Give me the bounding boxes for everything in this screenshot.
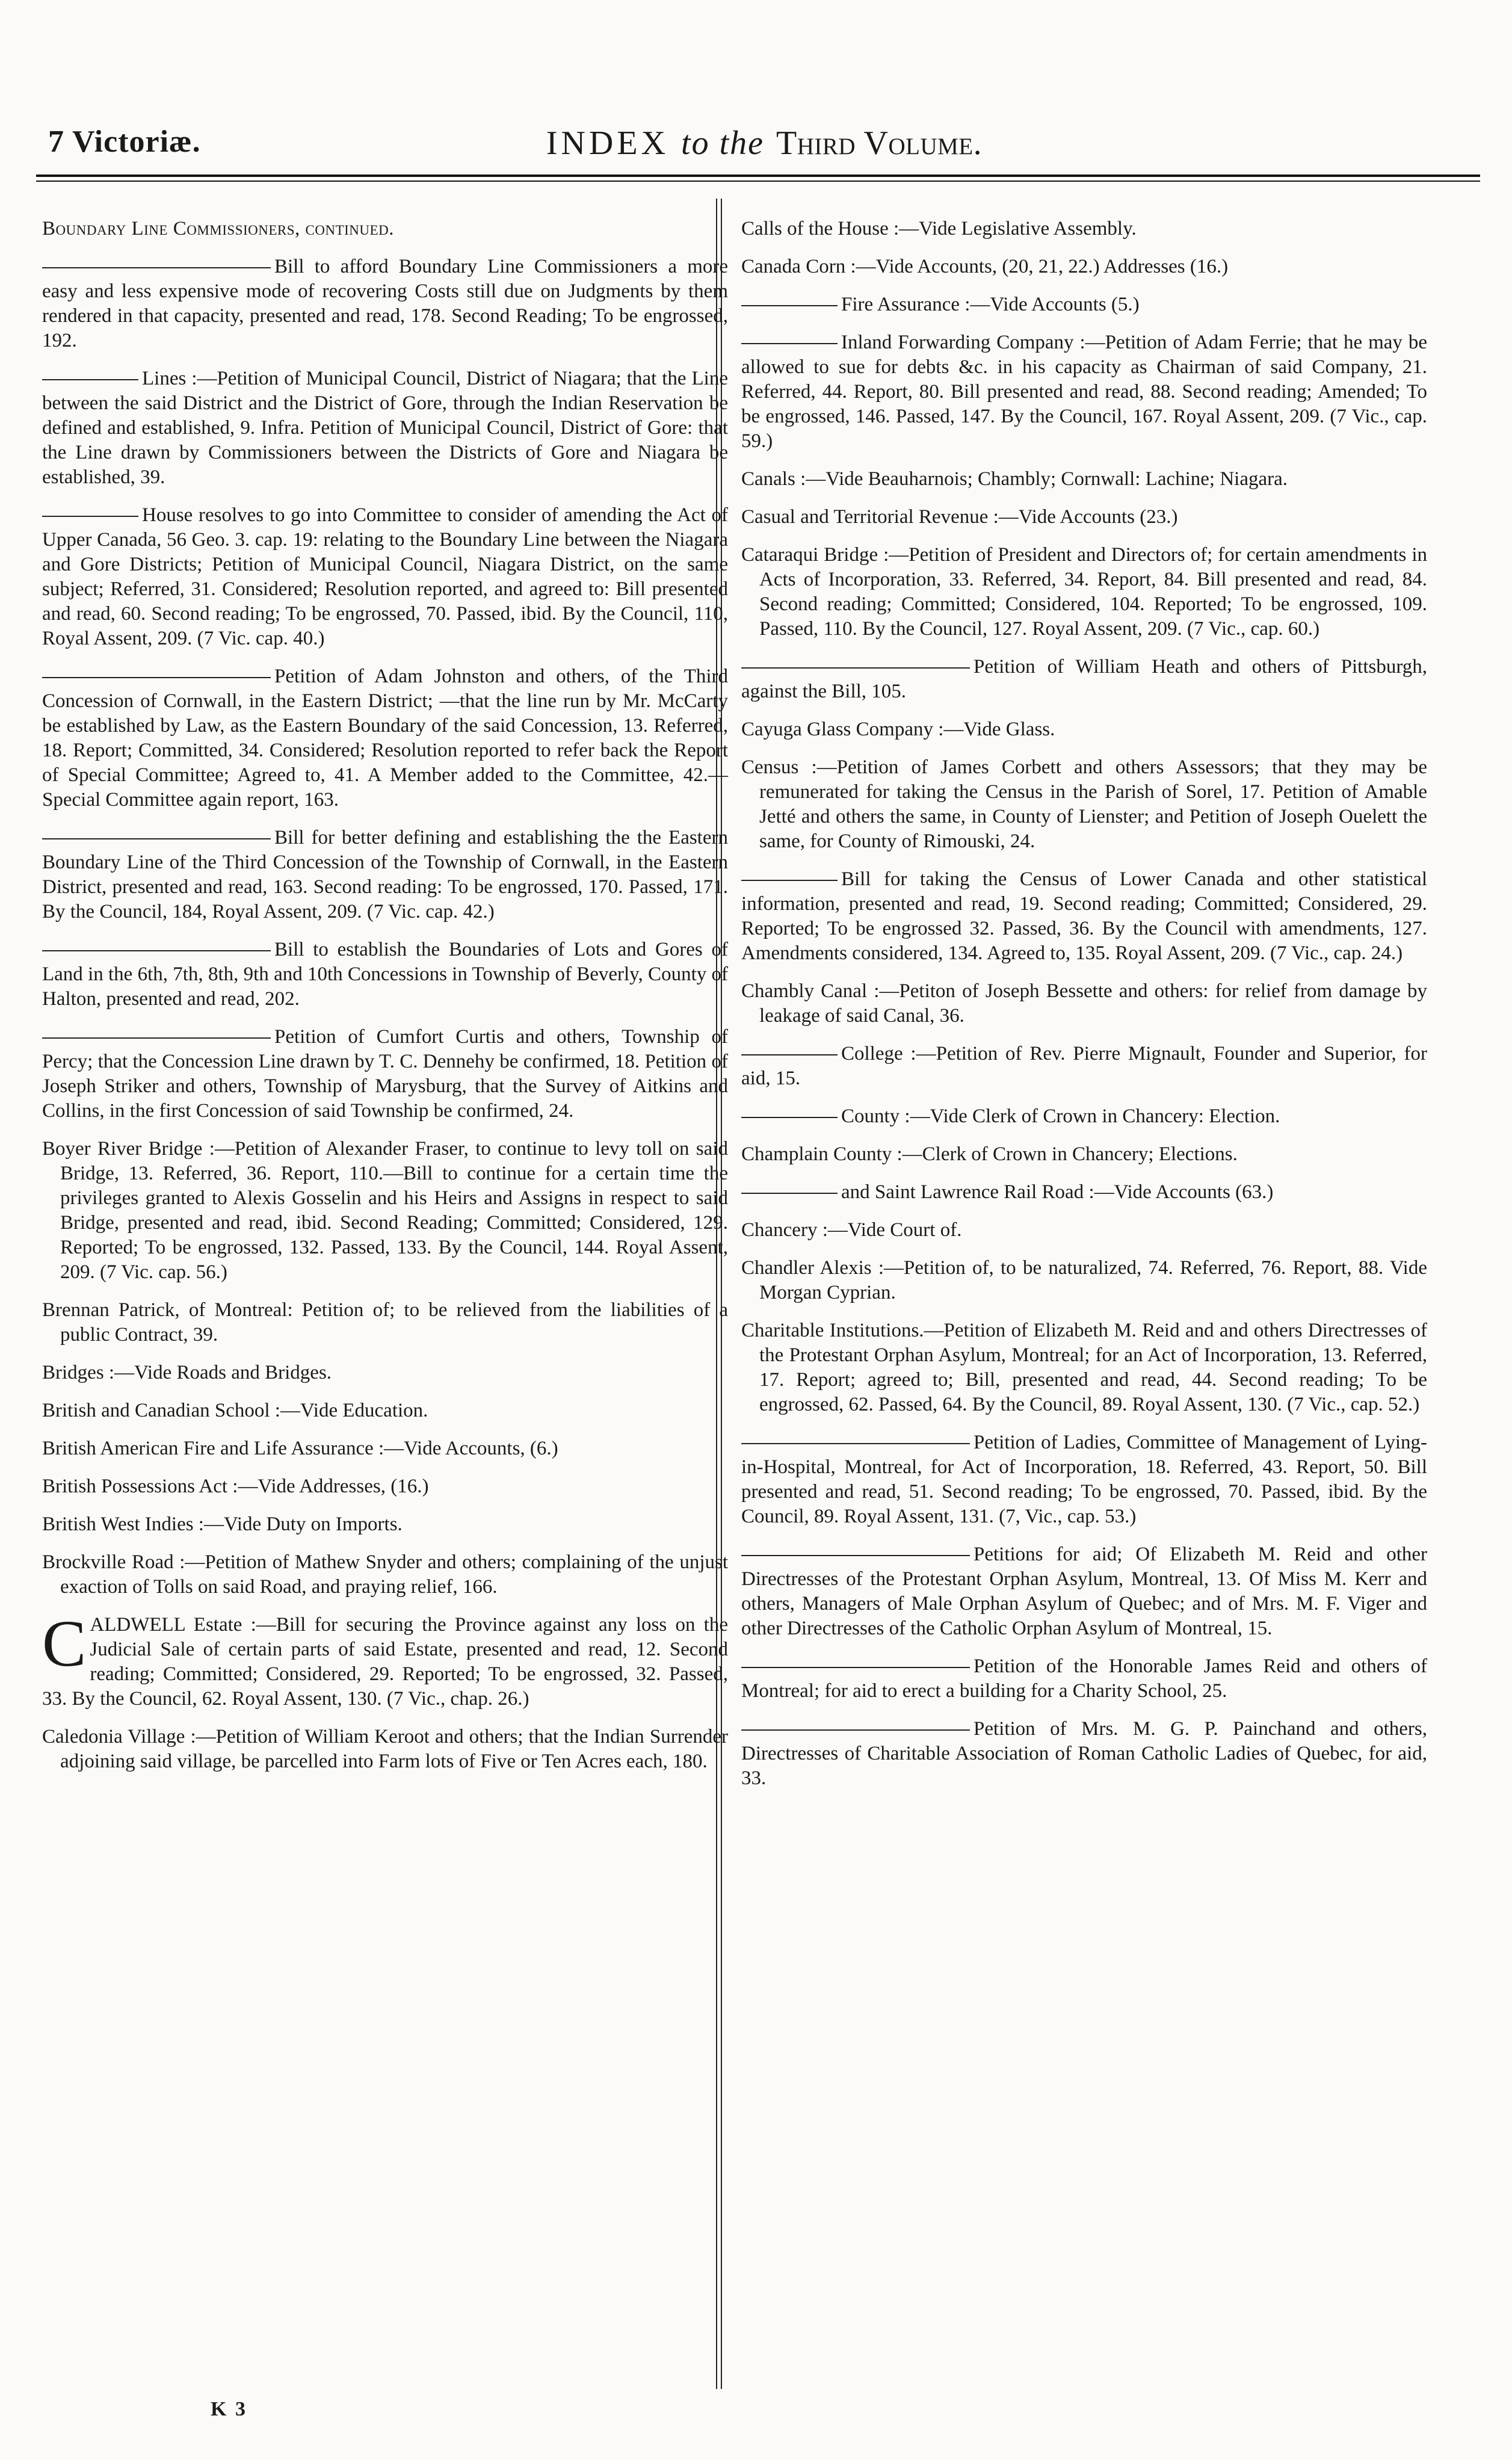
entry-census: Census :—Petition of James Corbett and others Assessors; that they may be remunerated for taking the Census in the Parish of Sorel, 17. Petition of Amable Jetté and others the same, in County of Lienster; and Petition of Joseph Ouelett the same, for County of Rimouski, 24. [741, 756, 1427, 852]
ditto-dash [741, 667, 970, 669]
entry-boundary-lines: Lines :—Petition of Municipal Council, District of Niagara; that the Line between the said District and the District of Gore, through the Indian Reservation be defined and established, 9. Infra. Petition of Municipal Council, District of Gore: that the Line drawn by Commissioners between the Districts of Gore and Niagara be established, 39. [42, 368, 728, 488]
ditto-dash [741, 305, 838, 306]
ditto-dash [42, 516, 138, 517]
entry-charitable-lying-in: Petition of Ladies, Committee of Management of Lying-in-Hospital, Montreal, for Act of Incorporation, 18. Referred, 43. Report, 50. Bill presented and read, 51. Second reading; To be engrossed, 70. Passed, ibid. By the Council, 89. Royal Assent, 131. (7, Vic., cap. 53.) [741, 1432, 1427, 1527]
signature-mark: K 3 [211, 2398, 247, 2420]
entry-boyer-river-bridge: Boyer River Bridge :—Petition of Alexander Fraser, to continue to levy toll on said Bridge, 13. Referred, 36. Report, 110.—Bill to continue for a certain time the privileges granted to Alexis Gosselin and his Heirs and Assigns in respect to said Bridge, presented and read, ibid. Second Reading; Committed; Considered, 129. Reported; To be engrossed, 132. Passed, 133. By the Council, 144. Royal Assent, 209. (7 Vic. cap. 56.) [42, 1138, 728, 1283]
entry-casual-territorial-revenue: Casual and Territorial Revenue :—Vide Accounts (23.) [741, 506, 1178, 528]
ditto-dash [741, 343, 838, 344]
ditto-dash [741, 1054, 838, 1055]
entry-census-bill: Bill for taking the Census of Lower Canada and other statistical information, presented and read, 19. Second reading; Committed; Considered, 29. Reported; To be engrossed 32. Passed, 36. By the Council with amendments, 127. Amendments considered, 134. Agreed to, 135. Royal Assent, 209. (7 Vic., cap. 24.) [741, 868, 1427, 964]
entry-cayuga-glass: Cayuga Glass Company :—Vide Glass. [741, 719, 1055, 740]
header-rule-thick [36, 175, 1480, 177]
entry-boundary-line-heading: Boundary Line Commissioners, continued. [42, 218, 394, 240]
ditto-dash [741, 1443, 970, 1444]
entry-chambly-college: College :—Petition of Rev. Pierre Mignault, Founder and Superior, for aid, 15. [741, 1043, 1427, 1089]
ditto-dash [42, 677, 271, 678]
entry-cataraqui-bridge: Cataraqui Bridge :—Petition of President and Directors of; for certain amendments in Acts of Incorporation, 33. Referred, 34. Report, 84. Bill presented and read, 84. Second reading; Committed; Considered, 104. Reported; To be engrossed, 109. Passed, 110. By the Council, 127. Royal Assent, 209. (7 Vic., cap. 60.) [741, 544, 1427, 640]
title-to-the: to the [681, 125, 765, 162]
ditto-dash [42, 1037, 271, 1039]
entry-british-west-indies: British West Indies :—Vide Duty on Imports. [42, 1513, 403, 1535]
header-rule-thin [36, 181, 1480, 182]
ditto-dash [741, 1117, 838, 1118]
entry-chambly-county: County :—Vide Clerk of Crown in Chancery: Election. [741, 1104, 1427, 1129]
entry-champlain-rail-road: and Saint Lawrence Rail Road :—Vide Accounts (63.) [741, 1180, 1427, 1205]
entry-calls-of-the-house: Calls of the House :—Vide Legislative Assembly. [741, 218, 1137, 240]
entry-brennan-patrick: Brennan Patrick, of Montreal: Petition of; to be relieved from the liabilities of a public Contract, 39. [42, 1299, 728, 1346]
ditto-dash [42, 267, 271, 268]
drop-cap: C [42, 1607, 87, 1680]
entry-caldwell-estate: CALDWELL Estate :—Bill for securing the Province against any loss on the Judicial Sale of certain parts of said Estate, presented and read, 12. Second reading; Committed; Considered, 29. Reported; To be engrossed, 32. Passed, 33. By the Council, 62. Royal Assent, 130. (7 Vic., chap. 26.) [42, 1607, 728, 1710]
entry-british-american-fire: British American Fire and Life Assurance :—Vide Accounts, (6.) [42, 1438, 558, 1459]
entry-bridges: Bridges :—Vide Roads and Bridges. [42, 1362, 332, 1383]
title-index: INDEX [546, 125, 670, 162]
entry-boundary-johnston: Petition of Adam Johnston and others, of the Third Concession of Cornwall, in the Eastern District; —that the line run by Mr. McCarty be established by Law, as the Eastern Boundary of the said Concession, 13. Referred, 18. Report; Committed, 34. Considered; Resolution reported to refer back the Report of Special Committee; Agreed to, 41. A Member added to the Committee, 42.— Special Committee again report, 163. [42, 666, 728, 811]
entry-caledonia-village: Caledonia Village :—Petition of William Keroot and others; that the Indian Surrender adjoining said village, be parcelled into Farm lots of Five or Ten Acres each, 180. [42, 1726, 728, 1772]
running-head-left: 7 Victoriæ. [48, 125, 201, 159]
entry-boundary-house-resolves: House resolves to go into Committee to consider of amending the Act of Upper Canada, 56 Geo. 3. cap. 19: relating to the Boundary Line between the Niagara and Gore Districts; Petition of Municipal Council, Niagara District, on the same subject; Referred, 31. Considered; Resolution reported, and agreed to: Bill presented and read, 60. Second reading; To be engrossed, 70. Passed, ibid. By the Council, 110, Royal Assent, 209. (7 Vic. cap. 40.) [42, 504, 728, 649]
entry-chandler-alexis: Chandler Alexis :—Petition of, to be naturalized, 74. Referred, 76. Report, 88. Vide Morgan Cyprian. [741, 1257, 1427, 1303]
entry-canada-corn: Canada Corn :—Vide Accounts, (20, 21, 22.) Addresses (16.) [741, 256, 1229, 277]
ditto-dash [741, 1667, 970, 1668]
entry-cataraqui-heath: Petition of William Heath and others of Pittsburgh, against the Bill, 105. [741, 656, 1427, 702]
entry-british-possessions: British Possessions Act :—Vide Addresses, (16.) [42, 1476, 429, 1497]
title-third-volume: Third Volume. [776, 125, 983, 162]
entry-chancery: Chancery :—Vide Court of. [741, 1219, 962, 1241]
ditto-dash [741, 1193, 838, 1194]
ditto-dash [42, 379, 138, 380]
entry-boundary-cornwall-bill: Bill for better defining and establishing the the Eastern Boundary Line of the Third Concession of the Township of Cornwall, in the Eastern District, presented and read, 163. Second reading: To be engrossed, 170. Passed, 171. By the Council, 184, Royal Assent, 209. (7 Vic. cap. 42.) [42, 827, 728, 922]
left-column [42, 217, 728, 1787]
entry-charitable-institutions: Charitable Institutions.—Petition of Elizabeth M. Reid and and others Directresses of the Protestant Orphan Asylum, Montreal; for an Act of Incorporation, 13. Referred, 17. Report; agreed to; Bill, presented and read, 44. Second reading; To be engrossed, 62. Passed, 64. By the Council, 89. Royal Assent, 130. (7 Vic., cap. 52.) [741, 1320, 1427, 1415]
ditto-dash [741, 1555, 970, 1556]
ditto-dash [42, 950, 271, 951]
entry-boundary-bill-costs: Bill to afford Boundary Line Commissioners a more easy and less expensive mode of recovering Costs still due on Judgments by them rendered in that capacity, presented and read, 178. Second Reading; To be engrossed, 192. [42, 256, 728, 351]
entry-charitable-petitions-aid: Petitions for aid; Of Elizabeth M. Reid and other Directresses of the Protestant Orphan Asylum, Montreal, 13. Of Miss M. Kerr and others, Managers of Male Orphan Asylum of Quebec; and of Mrs. M. F. Viger and other Directresses of the Catholic Orphan Asylum of Montreal, 15. [741, 1544, 1427, 1639]
entry-charitable-james-reid: Petition of the Honorable James Reid and others of Montreal; for aid to erect a building for a Charity School, 25. [741, 1655, 1427, 1702]
entry-chambly-canal: Chambly Canal :—Petiton of Joseph Bessette and others: for relief from damage by leakage of said Canal, 36. [741, 980, 1427, 1027]
entry-canals: Canals :—Vide Beauharnois; Chambly; Cornwall: Lachine; Niagara. [741, 468, 1288, 490]
entry-boundary-curtis: Petition of Cumfort Curtis and others, Township of Percy; that the Concession Line drawn by T. C. Dennehy be confirmed, 18. Petition of Joseph Striker and others, Township of Marysburg, that the Survey of Aitkins and Collins, in the first Concession of said Township be confirmed, 24. [42, 1026, 728, 1122]
page-header [48, 124, 1480, 166]
running-head-title [48, 124, 1480, 162]
right-column [741, 217, 1427, 1804]
entry-brockville-road: Brockville Road :—Petition of Mathew Snyder and others; complaining of the unjust exaction of Tolls on said Road, and praying relief, 166. [42, 1551, 728, 1598]
ditto-dash [741, 880, 838, 881]
entry-canada-inland-forwarding: Inland Forwarding Company :—Petition of Adam Ferrie; that he may be allowed to sue for debts &c. in his capacity as Chairman of said Company, 21. Referred, 44. Report, 80. Bill presented and read, 88. Second reading; Amended; To be engrossed, 146. Passed, 147. By the Council, 167. Royal Assent, 209. (7 Vic., cap. 59.) [741, 332, 1427, 452]
ditto-dash [741, 1729, 970, 1731]
entry-charitable-painchand: Petition of Mrs. M. G. P. Painchand and others, Directresses of Charitable Association of Roman Catholic Ladies of Quebec, for aid, 33. [741, 1718, 1427, 1789]
entry-boundary-beverly: Bill to establish the Boundaries of Lots and Gores of Land in the 6th, 7th, 8th, 9th and 10th Concessions in Township of Beverly, County of Halton, presented and read, 202. [42, 939, 728, 1010]
entry-champlain-county: Champlain County :—Clerk of Crown in Chancery; Elections. [741, 1143, 1238, 1165]
entry-canada-fire-assurance: Fire Assurance :—Vide Accounts (5.) [741, 292, 1427, 317]
ditto-dash [42, 838, 271, 839]
entry-british-canadian-school: British and Canadian School :—Vide Education. [42, 1400, 428, 1421]
